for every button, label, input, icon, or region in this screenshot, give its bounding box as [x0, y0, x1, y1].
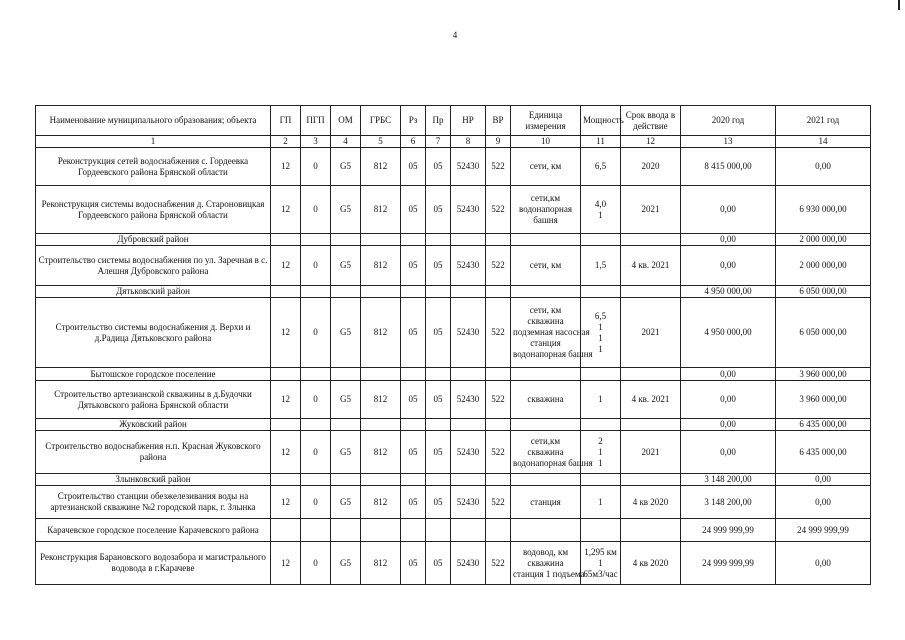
- cell-term: 4 кв. 2021: [621, 246, 681, 286]
- cell-grbs: [361, 368, 401, 381]
- unit-line: скважина: [527, 394, 564, 404]
- cell-nr: [451, 368, 486, 381]
- unit-line: станция 1 подъема: [513, 568, 585, 579]
- cell-grbs: [361, 234, 401, 246]
- cell-power: [581, 381, 621, 419]
- district-subtotal-row: [36, 419, 871, 431]
- district-subtotal-row: [36, 368, 871, 381]
- cell-unit: [511, 519, 581, 542]
- district-subtotal-row: [36, 234, 871, 246]
- cell-pgp: [301, 419, 331, 431]
- cell-pr: 05: [426, 246, 451, 286]
- scan-edge-mark: [898, 0, 900, 10]
- header-cell-rz: Рз: [401, 106, 426, 136]
- header-cell-2021: 2021 год: [776, 106, 871, 136]
- cell-grbs: [361, 519, 401, 542]
- cell-vr: [486, 286, 511, 298]
- cell-gp: [271, 234, 301, 246]
- header-cell-vr: ВР: [486, 106, 511, 136]
- cell-rz: [401, 368, 426, 381]
- column-number: 10: [511, 136, 581, 148]
- cell-om: G5: [331, 486, 361, 519]
- project-row: [36, 186, 871, 234]
- power-line: 2: [598, 435, 603, 446]
- project-row: [36, 486, 871, 519]
- cell-gp: 12: [271, 542, 301, 585]
- cell-pgp: 0: [301, 148, 331, 186]
- cell-2020: 0,00: [681, 186, 776, 234]
- cell-2020: 0,00: [681, 246, 776, 286]
- cell-pgp: [301, 519, 331, 542]
- cell-rz: 05: [401, 486, 426, 519]
- cell-grbs: 812: [361, 542, 401, 585]
- column-number: 9: [486, 136, 511, 148]
- cell-om: [331, 286, 361, 298]
- header-cell-gp: ГП: [271, 106, 301, 136]
- power-line: 1: [598, 457, 603, 468]
- power-line: 1: [598, 321, 603, 332]
- cell-2020: 0,00: [681, 431, 776, 474]
- district-subtotal-row: [36, 519, 871, 542]
- cell-2020: 8 415 000,00: [681, 148, 776, 186]
- cell-term: [621, 419, 681, 431]
- cell-pgp: [301, 474, 331, 486]
- cell-2020: 3 148 200,00: [681, 486, 776, 519]
- budget-table: [35, 105, 871, 585]
- district-subtotal-row: [36, 474, 871, 486]
- cell-2020: 0,00: [681, 381, 776, 419]
- cell-power: [581, 186, 621, 234]
- column-number: 1: [36, 136, 271, 148]
- cell-grbs: [361, 474, 401, 486]
- cell-unit: [511, 234, 581, 246]
- header-cell-2020: 2020 год: [681, 106, 776, 136]
- cell-unit: [511, 431, 593, 474]
- cell-unit: [511, 381, 581, 419]
- cell-2021: 6 435 000,00: [776, 419, 871, 431]
- cell-2020: 24 999 999,99: [681, 542, 776, 585]
- cell-power: [581, 148, 621, 186]
- cell-nr: 52430: [451, 542, 486, 585]
- cell-power: [581, 246, 621, 286]
- cell-term: 2021: [621, 298, 681, 368]
- cell-nr: 52430: [451, 381, 486, 419]
- unit-line: водовод, км: [522, 546, 569, 557]
- cell-gp: [271, 419, 301, 431]
- cell-vr: 522: [486, 186, 511, 234]
- cell-2021: 0,00: [776, 148, 871, 186]
- cell-pr: 05: [426, 298, 451, 368]
- cell-2020: 4 950 000,00: [681, 298, 776, 368]
- cell-term: 2021: [621, 186, 681, 234]
- power-line: 65м3/час: [583, 568, 618, 579]
- column-number: 11: [581, 136, 621, 148]
- header-cell-name: Наименование муниципального образования; объекта: [36, 106, 271, 136]
- column-number: 12: [621, 136, 681, 148]
- unit-line: станция: [530, 496, 561, 507]
- cell-unit: [511, 298, 593, 368]
- cell-unit: [511, 286, 581, 298]
- cell-grbs: 812: [361, 298, 401, 368]
- unit-line: водонапорная: [519, 204, 572, 214]
- cell-grbs: 812: [361, 246, 401, 286]
- cell-2020: 0,00: [681, 234, 776, 246]
- cell-om: [331, 474, 361, 486]
- cell-rz: 05: [401, 542, 426, 585]
- column-number: 8: [451, 136, 486, 148]
- row-name: Строительство системы водоснабжения по ул. Заречная в с. Алешня Дубровского района: [36, 246, 271, 286]
- power-line: 4,0: [594, 198, 607, 209]
- cell-2021: 0,00: [776, 474, 871, 486]
- cell-vr: [486, 519, 511, 542]
- cell-pr: [426, 234, 451, 246]
- cell-rz: 05: [401, 148, 426, 186]
- cell-om: G5: [331, 246, 361, 286]
- cell-rz: [401, 234, 426, 246]
- row-name: Строительство водоснабжения н.п. Красная Жуковского района: [36, 431, 271, 474]
- cell-om: G5: [331, 431, 361, 474]
- column-number: 13: [681, 136, 776, 148]
- cell-term: [621, 286, 681, 298]
- cell-pgp: 0: [301, 246, 331, 286]
- cell-om: G5: [331, 381, 361, 419]
- cell-vr: 522: [486, 148, 511, 186]
- cell-2020: 3 148 200,00: [681, 474, 776, 486]
- cell-term: 4 кв 2020: [621, 542, 681, 585]
- cell-rz: [401, 519, 426, 542]
- cell-pr: 05: [426, 486, 451, 519]
- cell-rz: [401, 419, 426, 431]
- cell-2021: 6 050 000,00: [776, 298, 871, 368]
- cell-gp: 12: [271, 186, 301, 234]
- cell-gp: 12: [271, 148, 301, 186]
- cell-grbs: 812: [361, 431, 401, 474]
- cell-nr: [451, 286, 486, 298]
- cell-2021: 2 000 000,00: [776, 246, 871, 286]
- cell-grbs: 812: [361, 381, 401, 419]
- row-name: Реконструкция сетей водоснабжения с. Гордеевка Гордеевского района Брянской области: [36, 148, 271, 186]
- cell-om: [331, 234, 361, 246]
- cell-grbs: 812: [361, 186, 401, 234]
- cell-vr: 522: [486, 486, 511, 519]
- cell-unit: [511, 542, 585, 585]
- cell-gp: [271, 368, 301, 381]
- cell-nr: [451, 419, 486, 431]
- cell-vr: [486, 368, 511, 381]
- cell-unit: [511, 486, 581, 519]
- unit-line: скважина: [527, 557, 564, 568]
- cell-vr: 522: [486, 542, 511, 585]
- column-number: 2: [271, 136, 301, 148]
- cell-2021: 6 435 000,00: [776, 431, 871, 474]
- project-row: [36, 542, 871, 585]
- cell-vr: [486, 419, 511, 431]
- cell-term: 2021: [621, 431, 681, 474]
- cell-2020: 24 999 999,99: [681, 519, 776, 542]
- cell-2020: 4 950 000,00: [681, 286, 776, 298]
- cell-pr: 05: [426, 381, 451, 419]
- table-header-row: [36, 106, 871, 136]
- cell-unit: [511, 246, 581, 286]
- unit-line: сети,км: [530, 193, 561, 203]
- column-number: 7: [426, 136, 451, 148]
- cell-nr: 52430: [451, 186, 486, 234]
- cell-pgp: 0: [301, 186, 331, 234]
- power-line: 1: [598, 343, 603, 354]
- row-name: Карачевское городское поселение Карачевского района: [36, 519, 271, 542]
- cell-gp: [271, 286, 301, 298]
- header-cell-pr: Пр: [426, 106, 451, 136]
- cell-2021: 2 000 000,00: [776, 234, 871, 246]
- cell-rz: [401, 286, 426, 298]
- unit-line: сети, км: [529, 260, 562, 270]
- cell-gp: 12: [271, 298, 301, 368]
- cell-unit: [511, 186, 581, 234]
- cell-nr: 52430: [451, 298, 486, 368]
- unit-line: сети, км: [529, 305, 562, 315]
- cell-2021: 0,00: [776, 542, 871, 585]
- unit-line: башня: [533, 215, 558, 225]
- cell-pr: [426, 368, 451, 381]
- cell-2021: 3 960 000,00: [776, 381, 871, 419]
- cell-grbs: 812: [361, 148, 401, 186]
- row-name: Дубровский район: [36, 234, 271, 246]
- cell-term: [621, 474, 681, 486]
- cell-power: [581, 519, 621, 542]
- project-row: [36, 148, 871, 186]
- cell-nr: 52430: [451, 431, 486, 474]
- row-name: Строительство системы водоснабжения д. Верхи и д.Радица Дятьковского района: [36, 298, 271, 368]
- cell-nr: [451, 474, 486, 486]
- cell-rz: 05: [401, 298, 426, 368]
- cell-pr: [426, 519, 451, 542]
- cell-pr: 05: [426, 542, 451, 585]
- row-name: Строительство станции обезжелезивания воды на артезианской скважине №2 городской парк, г. Злынка: [36, 486, 271, 519]
- row-name: Дятьковский район: [36, 286, 271, 298]
- unit-line: сети, км: [529, 161, 562, 171]
- column-number: 6: [401, 136, 426, 148]
- cell-pgp: 0: [301, 486, 331, 519]
- cell-om: G5: [331, 542, 361, 585]
- row-name: Жуковский район: [36, 419, 271, 431]
- cell-pr: 05: [426, 148, 451, 186]
- cell-gp: 12: [271, 246, 301, 286]
- cell-vr: 522: [486, 298, 511, 368]
- cell-nr: 52430: [451, 246, 486, 286]
- cell-pgp: [301, 286, 331, 298]
- row-name: Строительство артезианской скважины в д.Будочки Дятьковского района Брянской области: [36, 381, 271, 419]
- cell-nr: [451, 234, 486, 246]
- row-name: Бытошское городское поселение: [36, 368, 271, 381]
- cell-gp: 12: [271, 381, 301, 419]
- cell-nr: 52430: [451, 486, 486, 519]
- cell-2021: 24 999 999,99: [776, 519, 871, 542]
- cell-pr: [426, 286, 451, 298]
- power-line: 1: [598, 557, 603, 568]
- cell-vr: 522: [486, 431, 511, 474]
- power-line: 6,5: [594, 310, 607, 321]
- unit-line: сети,км: [530, 435, 561, 446]
- cell-grbs: [361, 419, 401, 431]
- cell-power: [581, 474, 621, 486]
- cell-term: 2020: [621, 148, 681, 186]
- header-cell-unit: Единица измерения: [511, 106, 581, 136]
- cell-nr: 52430: [451, 148, 486, 186]
- cell-grbs: 812: [361, 486, 401, 519]
- cell-power: [581, 234, 621, 246]
- cell-pgp: [301, 234, 331, 246]
- cell-gp: 12: [271, 431, 301, 474]
- cell-unit: [511, 419, 581, 431]
- header-cell-om: ОМ: [331, 106, 361, 136]
- cell-gp: 12: [271, 486, 301, 519]
- cell-pr: [426, 419, 451, 431]
- cell-unit: [511, 474, 581, 486]
- cell-unit: [511, 148, 581, 186]
- cell-gp: [271, 519, 301, 542]
- cell-power: [581, 486, 621, 519]
- power-line: 1: [598, 394, 603, 404]
- project-row: [36, 298, 871, 368]
- cell-2021: 6 050 000,00: [776, 286, 871, 298]
- cell-rz: [401, 474, 426, 486]
- cell-om: [331, 419, 361, 431]
- cell-pgp: 0: [301, 381, 331, 419]
- cell-2021: 3 960 000,00: [776, 368, 871, 381]
- unit-line: водонапорная башня: [513, 457, 593, 468]
- cell-rz: 05: [401, 186, 426, 234]
- cell-rz: 05: [401, 381, 426, 419]
- cell-term: [621, 234, 681, 246]
- cell-unit: [511, 368, 581, 381]
- cell-vr: 522: [486, 381, 511, 419]
- cell-2021: 0,00: [776, 486, 871, 519]
- cell-term: 4 кв 2020: [621, 486, 681, 519]
- project-row: [36, 381, 871, 419]
- column-number: 14: [776, 136, 871, 148]
- cell-2020: 0,00: [681, 419, 776, 431]
- cell-vr: [486, 474, 511, 486]
- cell-2020: 0,00: [681, 368, 776, 381]
- power-line: 1: [598, 446, 603, 457]
- project-row: [36, 246, 871, 286]
- cell-pr: 05: [426, 186, 451, 234]
- header-cell-pgp: ПГП: [301, 106, 331, 136]
- cell-power: [581, 286, 621, 298]
- header-cell-nr: НР: [451, 106, 486, 136]
- unit-line: станция: [530, 338, 561, 348]
- cell-om: G5: [331, 186, 361, 234]
- cell-om: [331, 368, 361, 381]
- cell-term: [621, 519, 681, 542]
- power-line: 1: [598, 496, 603, 507]
- cell-pr: [426, 474, 451, 486]
- cell-vr: [486, 234, 511, 246]
- power-line: 1: [598, 332, 603, 343]
- cell-pgp: 0: [301, 298, 331, 368]
- cell-rz: 05: [401, 431, 426, 474]
- cell-om: [331, 519, 361, 542]
- cell-pgp: 0: [301, 542, 331, 585]
- cell-2021: 6 930 000,00: [776, 186, 871, 234]
- row-name: Злынковский район: [36, 474, 271, 486]
- row-name: Реконструкция системы водоснабжения д. Староновицкая Гордеевского района Брянской области: [36, 186, 271, 234]
- unit-line: водонапорная башня: [513, 349, 593, 359]
- cell-nr: [451, 519, 486, 542]
- unit-line: подземная насосная: [513, 327, 590, 337]
- cell-power: [581, 419, 621, 431]
- cell-grbs: [361, 286, 401, 298]
- column-number-row: [36, 136, 871, 148]
- unit-line: скважина: [527, 446, 564, 457]
- cell-om: G5: [331, 298, 361, 368]
- cell-power: [581, 542, 621, 585]
- row-name: Реконструкция Барановского водозабора и магистрального водовода в г.Карачеве: [36, 542, 271, 585]
- project-row: [36, 431, 871, 474]
- unit-line: скважина: [527, 316, 564, 326]
- header-cell-term: Срок ввода в действие: [621, 106, 681, 136]
- column-number: 3: [301, 136, 331, 148]
- column-number: 5: [361, 136, 401, 148]
- cell-pgp: [301, 368, 331, 381]
- cell-power: [581, 368, 621, 381]
- power-line: 1,295 км: [584, 546, 617, 557]
- cell-term: 4 кв. 2021: [621, 381, 681, 419]
- power-line: 6,5: [594, 161, 607, 171]
- power-line: 1: [598, 209, 603, 220]
- cell-term: [621, 368, 681, 381]
- cell-pr: 05: [426, 431, 451, 474]
- cell-vr: 522: [486, 246, 511, 286]
- column-number: 4: [331, 136, 361, 148]
- cell-om: G5: [331, 148, 361, 186]
- cell-pgp: 0: [301, 431, 331, 474]
- header-cell-power: Мощность: [581, 106, 621, 136]
- district-subtotal-row: [36, 286, 871, 298]
- cell-gp: [271, 474, 301, 486]
- page-number: 4: [452, 30, 458, 40]
- power-line: 1,5: [594, 260, 607, 270]
- cell-rz: 05: [401, 246, 426, 286]
- header-cell-grbs: ГРБС: [361, 106, 401, 136]
